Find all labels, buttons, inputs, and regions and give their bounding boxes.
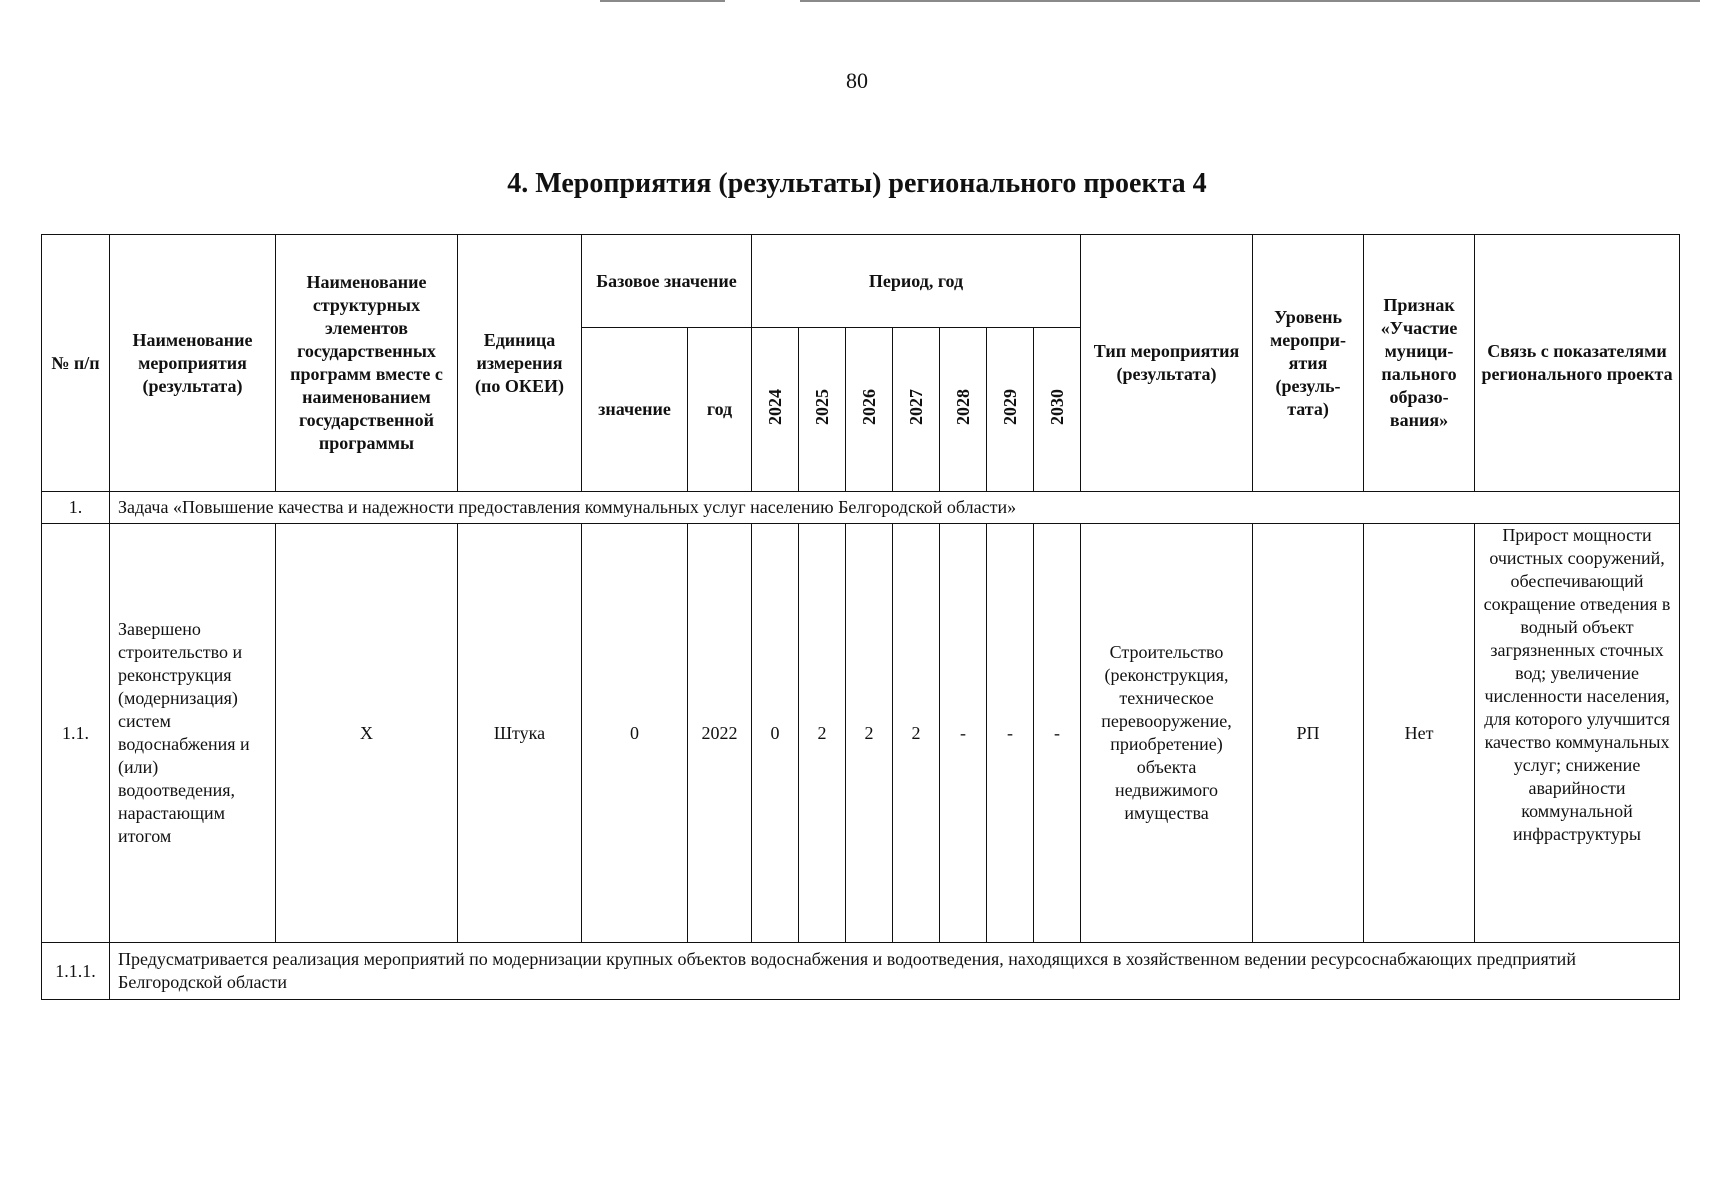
header-year-2028: 2028: [940, 328, 987, 492]
header-municipal: Признак «Участие муници-пального образо-вания»: [1364, 235, 1475, 492]
row-value-2026: 2: [846, 524, 893, 943]
task-num: 1.: [42, 492, 110, 524]
page-number: 80: [846, 68, 868, 93]
row-link: Прирост мощности очистных сооружений, обеспечивающий сокращение отведения в водный объект загрязненных сточных вод; увеличение численности населения, для которого улучшится качество коммунальных услуг; снижение аварийности коммунальной инфраструктуры: [1475, 524, 1680, 943]
header-base-value: значение: [582, 328, 688, 492]
row-num: 1.1.: [42, 524, 110, 943]
header-year-2030: 2030: [1034, 328, 1081, 492]
note-text: Предусматривается реализация мероприятий по модернизации крупных объектов водоснабжения и водоотведения, находящихся в хозяйственном ведении ресурсоснабжающих предприятий Белгородской области: [110, 943, 1680, 1000]
row-value-2028: -: [940, 524, 987, 943]
page-title: 4. Мероприятия (результаты) регионального проекта 4: [507, 168, 1207, 199]
header-year-2024: 2024: [752, 328, 799, 492]
header-period: Период, год: [752, 235, 1081, 328]
row-value-2025: 2: [799, 524, 846, 943]
header-name: Наименование мероприятия (результата): [110, 235, 276, 492]
row-value-2030: -: [1034, 524, 1081, 943]
header-base-year: год: [688, 328, 752, 492]
scan-edge-line: [600, 0, 725, 2]
header-type: Тип мероприятия (результата): [1081, 235, 1253, 492]
header-year-2027: 2027: [893, 328, 940, 492]
header-num: № п/п: [42, 235, 110, 492]
scan-edge-line: [800, 0, 1700, 2]
row-structure: X: [276, 524, 458, 943]
header-base: Базовое значение: [582, 235, 752, 328]
table-row: [42, 524, 1680, 943]
row-value-2029: -: [987, 524, 1034, 943]
header-link: Связь с показателями регионального проекта: [1475, 235, 1680, 492]
header-structure: Наименование структурных элементов государственных программ вместе с наименованием государственной программы: [276, 235, 458, 492]
header-year-2029: 2029: [987, 328, 1034, 492]
table-row: [42, 492, 1680, 524]
task-text: Задача «Повышение качества и надежности предоставления коммунальных услуг населению Белгородской области»: [110, 492, 1680, 524]
row-name: Завершено строительство и реконструкция (модернизация) систем водоснабжения и (или) водоотведения, нарастающим итогом: [110, 524, 276, 943]
row-base-year: 2022: [688, 524, 752, 943]
row-value-2024: 0: [752, 524, 799, 943]
header-level: Уровень меропри-ятия (резуль-тата): [1253, 235, 1364, 492]
row-municipal: Нет: [1364, 524, 1475, 943]
row-value-2027: 2: [893, 524, 940, 943]
header-year-2026: 2026: [846, 328, 893, 492]
note-num: 1.1.1.: [42, 943, 110, 1000]
header-unit: Единица измерения (по ОКЕИ): [458, 235, 582, 492]
row-level: РП: [1253, 524, 1364, 943]
row-base-value: 0: [582, 524, 688, 943]
header-year-2025: 2025: [799, 328, 846, 492]
measures-table: [41, 234, 1680, 1000]
row-unit: Штука: [458, 524, 582, 943]
row-type: Строительство (реконструкция, техническое перевооружение, приобретение) объекта недвижимого имущества: [1081, 524, 1253, 943]
table-row: [42, 943, 1680, 1000]
